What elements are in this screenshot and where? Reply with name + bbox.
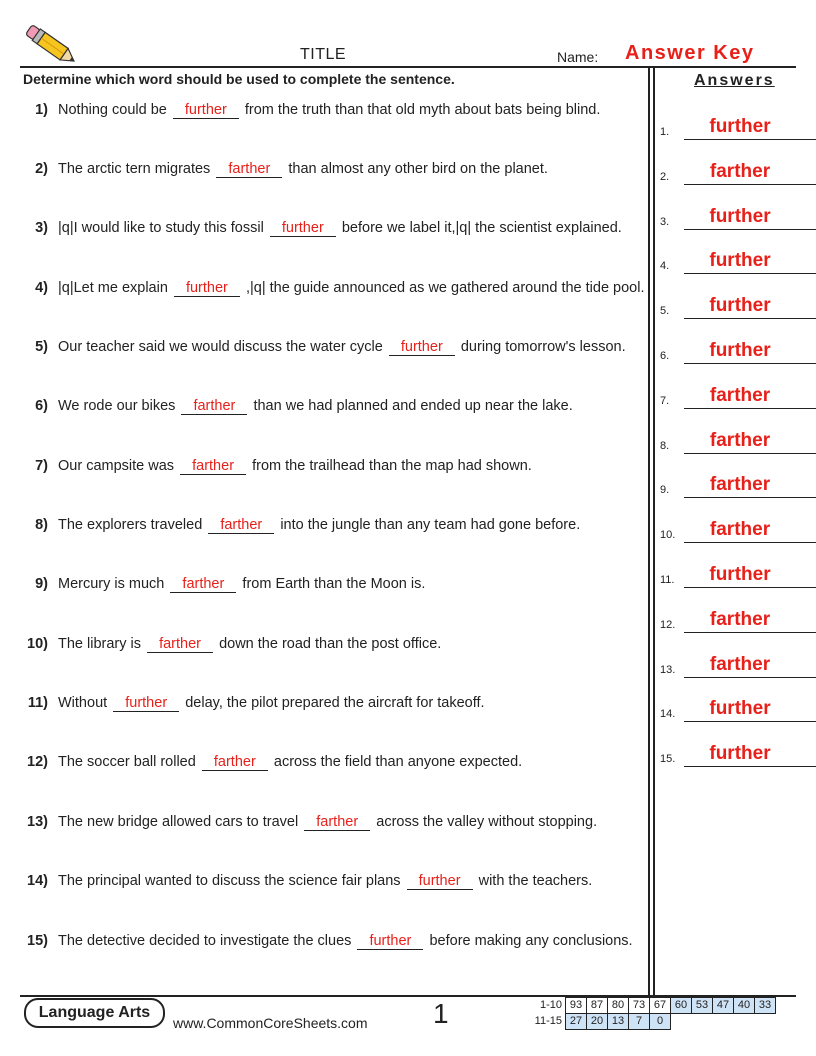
pencil-icon [20,20,82,70]
answer-word: farther [709,519,771,541]
question-number: 6) [35,398,48,414]
score-cell-empty [713,1014,734,1030]
answer-word: further [709,340,771,361]
answer-blank: further [113,695,179,712]
answer-number: 14. [660,708,676,721]
answer-blank: further [407,873,473,890]
sentence-end: ,|q| the guide announced as we gathered around the tide pool. [245,280,645,296]
sentence-end: with the teachers. [478,873,593,889]
page-number: 1 [433,998,449,1029]
sentence-end: before we label it,|q| the scientist explained. [341,220,622,236]
sentence-start: Mercury is much [58,576,165,592]
answer-row [660,739,816,767]
answer-row [660,560,816,588]
answer-row [660,112,816,140]
answer-word: further [709,295,771,317]
sentence-end: down the road than the post office. [219,636,442,652]
answer-line [684,184,816,185]
question-text [58,694,648,713]
question-text [58,575,648,594]
answer-blank: further [389,339,455,356]
score-table [530,997,776,1030]
answer-blank: farther [216,161,282,178]
score-row [530,1014,776,1030]
answer-line [684,229,816,230]
sentence-start: |q|I would like to study this fossil [58,220,264,236]
answer-number: 2. [660,170,670,183]
question-number: 3) [35,220,48,236]
answer-word: farther [709,160,771,182]
answer-line [684,632,816,633]
answer-number: 11. [660,574,675,586]
sentence-end: than almost any other bird on the planet. [288,161,548,177]
answer-number: 12. [660,618,676,631]
score-range-label: 11-15 [534,1015,562,1027]
question-text [58,219,648,238]
sentence-start: |q|Let me explain [58,280,168,296]
answer-row [660,515,816,543]
answer-blank: farther [147,636,213,653]
question-text [58,753,648,772]
answer-blank: further [173,102,239,119]
answer-word: further [709,698,771,720]
score-cell: 20 [587,1014,608,1030]
answer-line [684,677,816,678]
sentence-start: The principal wanted to discuss the science fair plans [58,873,401,889]
page-title: TITLE [300,46,347,63]
language-arts-logo: Language Arts [24,998,165,1028]
score-cell: 87 [587,998,608,1014]
answer-number: 9. [660,484,670,497]
answer-line [684,318,816,319]
question-text [58,872,648,891]
answer-blank: further [174,280,240,297]
sentence-end: into the jungle than any team had gone before. [280,517,581,533]
answer-word: farther [709,384,771,406]
answer-number: 10. [660,529,676,542]
answer-word: further [709,116,771,137]
answer-word: farther [709,429,771,451]
answer-word: farther [709,474,771,496]
sentence-end: delay, the pilot prepared the aircraft for takeoff. [185,695,485,711]
answer-number: 1. [660,126,670,138]
answer-word: further [709,743,771,765]
answer-number: 15. [660,753,676,766]
answer-row [660,202,816,230]
question-number: 13) [27,814,48,830]
header-rule [20,66,796,68]
question-text [58,101,648,120]
answer-number: 5. [660,305,670,318]
sentence-start: The explorers traveled [58,517,203,533]
sentence-end: across the valley without stopping. [376,814,598,830]
answer-line [684,453,816,454]
answer-line [684,273,816,274]
question-number: 12) [27,754,48,770]
sentence-start: Nothing could be [58,102,167,118]
answer-number: 8. [660,439,670,452]
question-number: 5) [35,339,48,355]
column-divider [648,68,650,995]
answer-blank: farther [181,398,247,415]
sentence-start: The arctic tern migrates [58,161,211,177]
answer-blank: further [357,933,423,950]
score-cell-empty [671,1014,692,1030]
answer-row [660,157,816,185]
sentence-start: The library is [58,636,141,652]
score-cell: 67 [650,998,671,1014]
answer-row [660,291,816,319]
answer-word: farther [709,653,771,675]
score-cell: 7 [629,1014,650,1030]
question-text [58,635,648,654]
site-url: www.CommonCoreSheets.com [173,1015,368,1031]
answer-row [660,650,816,678]
answer-number: 3. [660,215,670,228]
question-number: 9) [35,576,48,592]
score-cell-empty [692,1014,713,1030]
question-text [58,397,648,416]
answer-row [660,381,816,409]
answer-number: 6. [660,350,670,362]
question-text [58,160,648,179]
score-cell: 13 [608,1014,629,1030]
sentence-end: from the trailhead than the map had shown. [252,458,532,474]
answer-blank: further [270,220,336,237]
answer-blank: farther [170,576,236,593]
answer-line [684,766,816,767]
question-text [58,279,648,298]
score-cell: 27 [566,1014,587,1030]
score-cell: 80 [608,998,629,1014]
question-text [58,338,648,357]
answer-number: 4. [660,260,670,273]
score-range-label: 1-10 [539,999,562,1011]
question-number: 11) [27,695,48,711]
answer-blank: farther [208,517,274,534]
sentence-start: Without [58,695,108,711]
answer-word: further [709,564,771,585]
name-label: Name: [557,49,599,65]
sentence-start: The soccer ball rolled [58,754,196,770]
answer-line [684,408,816,409]
question-text [58,932,648,951]
question-number: 2) [35,161,48,177]
column-divider [653,68,655,995]
answer-line [684,721,816,722]
sentence-start: We rode our bikes [58,398,176,414]
score-cell: 53 [692,998,713,1014]
answer-row [660,605,816,633]
question-number: 14) [27,873,48,889]
sentence-start: The detective decided to investigate the clues [58,933,352,949]
answer-row [660,336,816,364]
sentence-start: Our teacher said we would discuss the water cycle [58,339,383,355]
score-row [530,998,776,1014]
answer-line [684,139,816,140]
score-cell: 60 [671,998,692,1014]
answer-row [660,426,816,454]
answer-row [660,470,816,498]
sentence-end: during tomorrow's lesson. [460,339,626,355]
answer-blank: farther [304,814,370,831]
score-cell: 0 [650,1014,671,1030]
score-cell: 47 [713,998,734,1014]
question-text [58,457,648,476]
answer-word: farther [709,608,771,630]
sentence-start: Our campsite was [58,458,175,474]
question-number: 15) [27,933,48,949]
answer-line [684,497,816,498]
score-cell: 93 [566,998,587,1014]
question-text [58,813,648,832]
answer-blank: farther [202,754,268,771]
answer-row [660,694,816,722]
sentence-end: from Earth than the Moon is. [242,576,426,592]
answer-line [684,542,816,543]
sentence-start: The new bridge allowed cars to travel [58,814,299,830]
answer-line [684,363,816,364]
answer-number: 7. [660,394,670,407]
answer-line [684,587,816,588]
answer-key-label: Answer Key [625,42,755,64]
score-cell: 40 [734,998,755,1014]
score-cell-empty [734,1014,755,1030]
question-number: 1) [35,102,48,118]
answers-heading: Answers [694,72,775,89]
instructions: Determine which word should be used to complete the sentence. [23,71,455,87]
answer-blank: farther [180,458,246,475]
question-text [58,516,648,535]
question-number: 10) [27,636,48,652]
answer-word: further [709,205,771,227]
answer-row [660,246,816,274]
question-number: 7) [35,458,48,474]
sentence-end: before making any conclusions. [429,933,633,949]
score-cell: 73 [629,998,650,1014]
question-number: 8) [35,517,48,533]
answer-word: further [709,250,771,272]
score-cell-empty [755,1014,776,1030]
sentence-end: than we had planned and ended up near the lake. [253,398,573,414]
score-cell: 33 [755,998,776,1014]
sentence-end: across the field than anyone expected. [273,754,523,770]
answer-number: 13. [660,663,676,676]
question-number: 4) [35,280,48,296]
sentence-end: from the truth than that old myth about bats being blind. [244,102,601,118]
